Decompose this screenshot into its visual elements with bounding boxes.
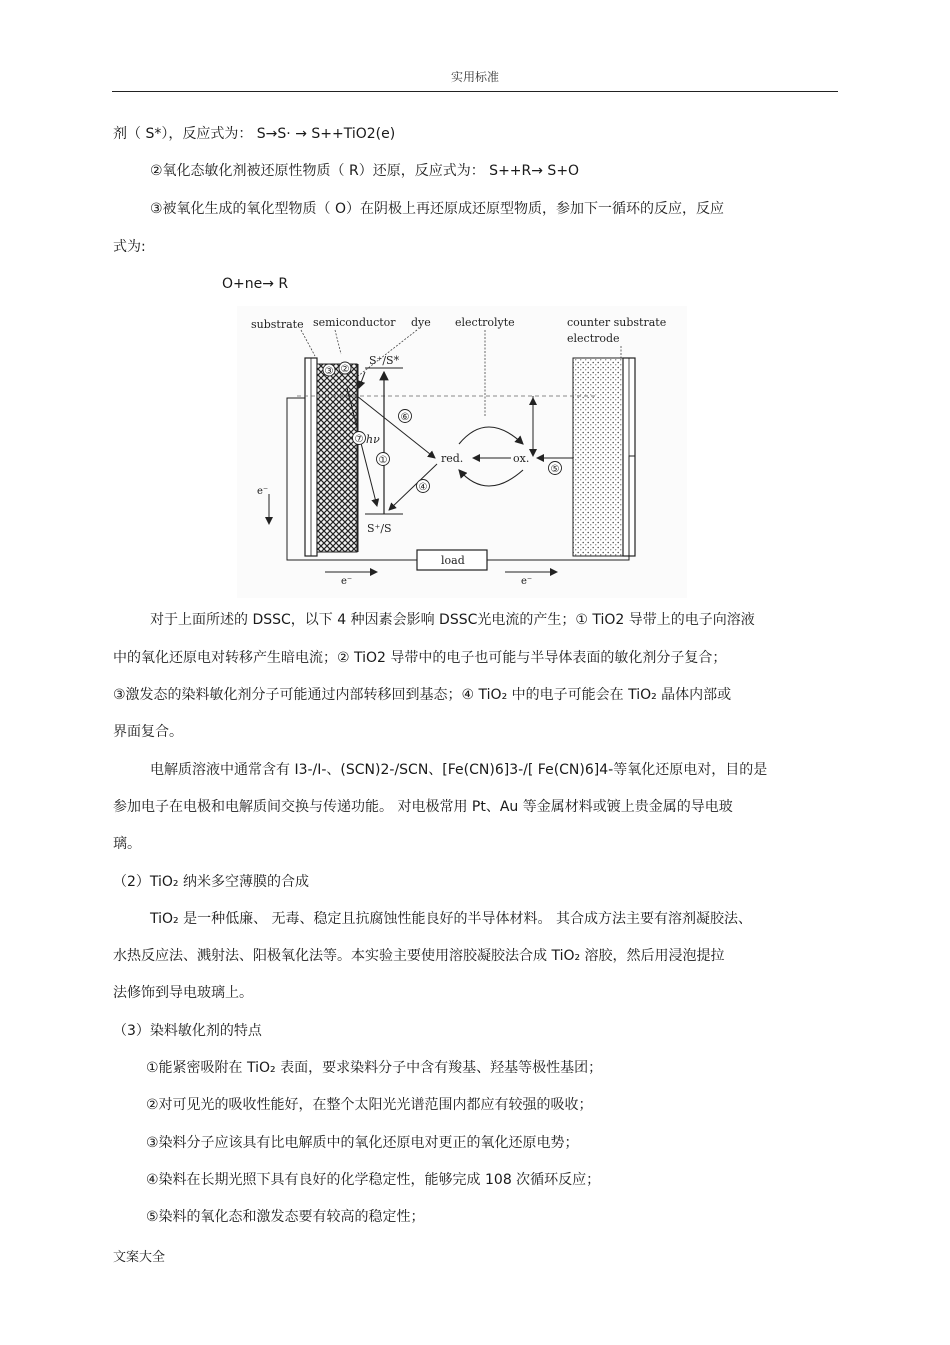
text-line: TiO₂ 是一种低廉、 无毒、稳定且抗腐蚀性能良好的半导体材料。 其合成方法主要有溶剂凝胶法、: [150, 911, 752, 927]
marker-2: ②: [340, 364, 350, 375]
text-line: 璃。: [113, 836, 141, 852]
text-line: 中的氧化还原电对转移产生暗电流；② TiO2 导带中的电子也可能与半导体表面的敏化剂分子复合；: [113, 650, 727, 666]
label-e-bottom-2: e⁻: [521, 576, 533, 587]
text-line: 法修饰到导电玻璃上。: [113, 985, 253, 1001]
label-load: load: [441, 554, 465, 567]
page-footer: 文案大全: [113, 1250, 166, 1265]
list-item: ①能紧密吸附在 TiO₂ 表面，要求染料分子中含有羧基、羟基等极性基团；: [146, 1060, 603, 1076]
dssc-diagram: [237, 306, 687, 598]
marker-7: ⑦: [354, 434, 364, 445]
text-line: 界面复合。: [113, 724, 183, 740]
marker-4: ④: [418, 482, 428, 493]
page-header: 实用标准: [450, 70, 499, 84]
label-counter-substrate: counter substrate: [567, 316, 667, 329]
label-s-ground: S⁺/S: [367, 522, 392, 535]
section-heading: （3）染料敏化剂的特点: [113, 1023, 262, 1039]
label-ox: ox.: [513, 452, 530, 465]
list-item: ②对可见光的吸收性能好，在整个太阳光光谱范围内都应有较强的吸收；: [146, 1097, 593, 1113]
label-e-left: e⁻: [257, 486, 269, 497]
list-item: ④染料在长期光照下具有良好的化学稳定性，能够完成 108 次循环反应；: [146, 1172, 601, 1188]
label-semiconductor: semiconductor: [313, 316, 396, 329]
text-line: 水热反应法、溅射法、阳极氧化法等。本实验主要使用溶胶凝胶法合成 TiO₂ 溶胶，然后用浸泡提拉: [113, 948, 725, 964]
text-line: 电解质溶液中通常含有 I3-/I-、(SCN)2-/SCN、[Fe(CN)6]3-/[ Fe(CN)6]4-等氧化还原电对，目的是: [150, 762, 768, 778]
text-line: ③激发态的染料敏化剂分子可能通过内部转移回到基态；④ TiO₂ 中的电子可能会在 TiO₂ 晶体内部或: [113, 687, 732, 703]
label-dye: dye: [411, 316, 431, 329]
text-line: 式为:: [113, 239, 146, 255]
label-substrate: substrate: [251, 318, 304, 331]
text-line: ③被氧化生成的氧化型物质（ O）在阴极上再还原成还原型物质，参加下一循环的反应，反应: [150, 201, 725, 217]
label-electrolyte: electrolyte: [455, 316, 515, 329]
text-line: 参加电子在电极和电解质间交换与传递功能。 对电极常用 Pt、Au 等金属材料或镀上贵金属的导电玻: [113, 799, 733, 815]
text-line: 剂（ S*），反应式为： S→S· → S++TiO2(e): [113, 126, 396, 142]
section-heading: （2）TiO₂ 纳米多空薄膜的合成: [113, 874, 309, 890]
text-line: ②氧化态敏化剂被还原性物质（ R）还原，反应式为： S++R→ S+O: [150, 163, 580, 179]
marker-1: ①: [378, 455, 388, 466]
list-item: ③染料分子应该具有比电解质中的氧化还原电对更正的氧化还原电势；: [146, 1135, 579, 1151]
marker-3: ③: [324, 366, 334, 377]
marker-5: ⑤: [550, 464, 560, 475]
label-electrode: electrode: [567, 332, 620, 345]
label-red: red.: [441, 452, 464, 465]
label-s-excited: S⁺/S*: [369, 354, 400, 367]
list-item: ⑤染料的氧化态和激发态要有较高的稳定性；: [146, 1209, 425, 1225]
label-e-bottom-1: e⁻: [341, 576, 353, 587]
marker-6: ⑥: [400, 412, 410, 423]
header-rule: [112, 91, 838, 92]
label-hv: hν: [366, 433, 380, 446]
equation: O+ne→ R: [222, 276, 289, 292]
text-line: 对于上面所述的 DSSC，以下 4 种因素会影响 DSSC光电流的产生；① TiO2 导带上的电子向溶液: [150, 612, 755, 628]
